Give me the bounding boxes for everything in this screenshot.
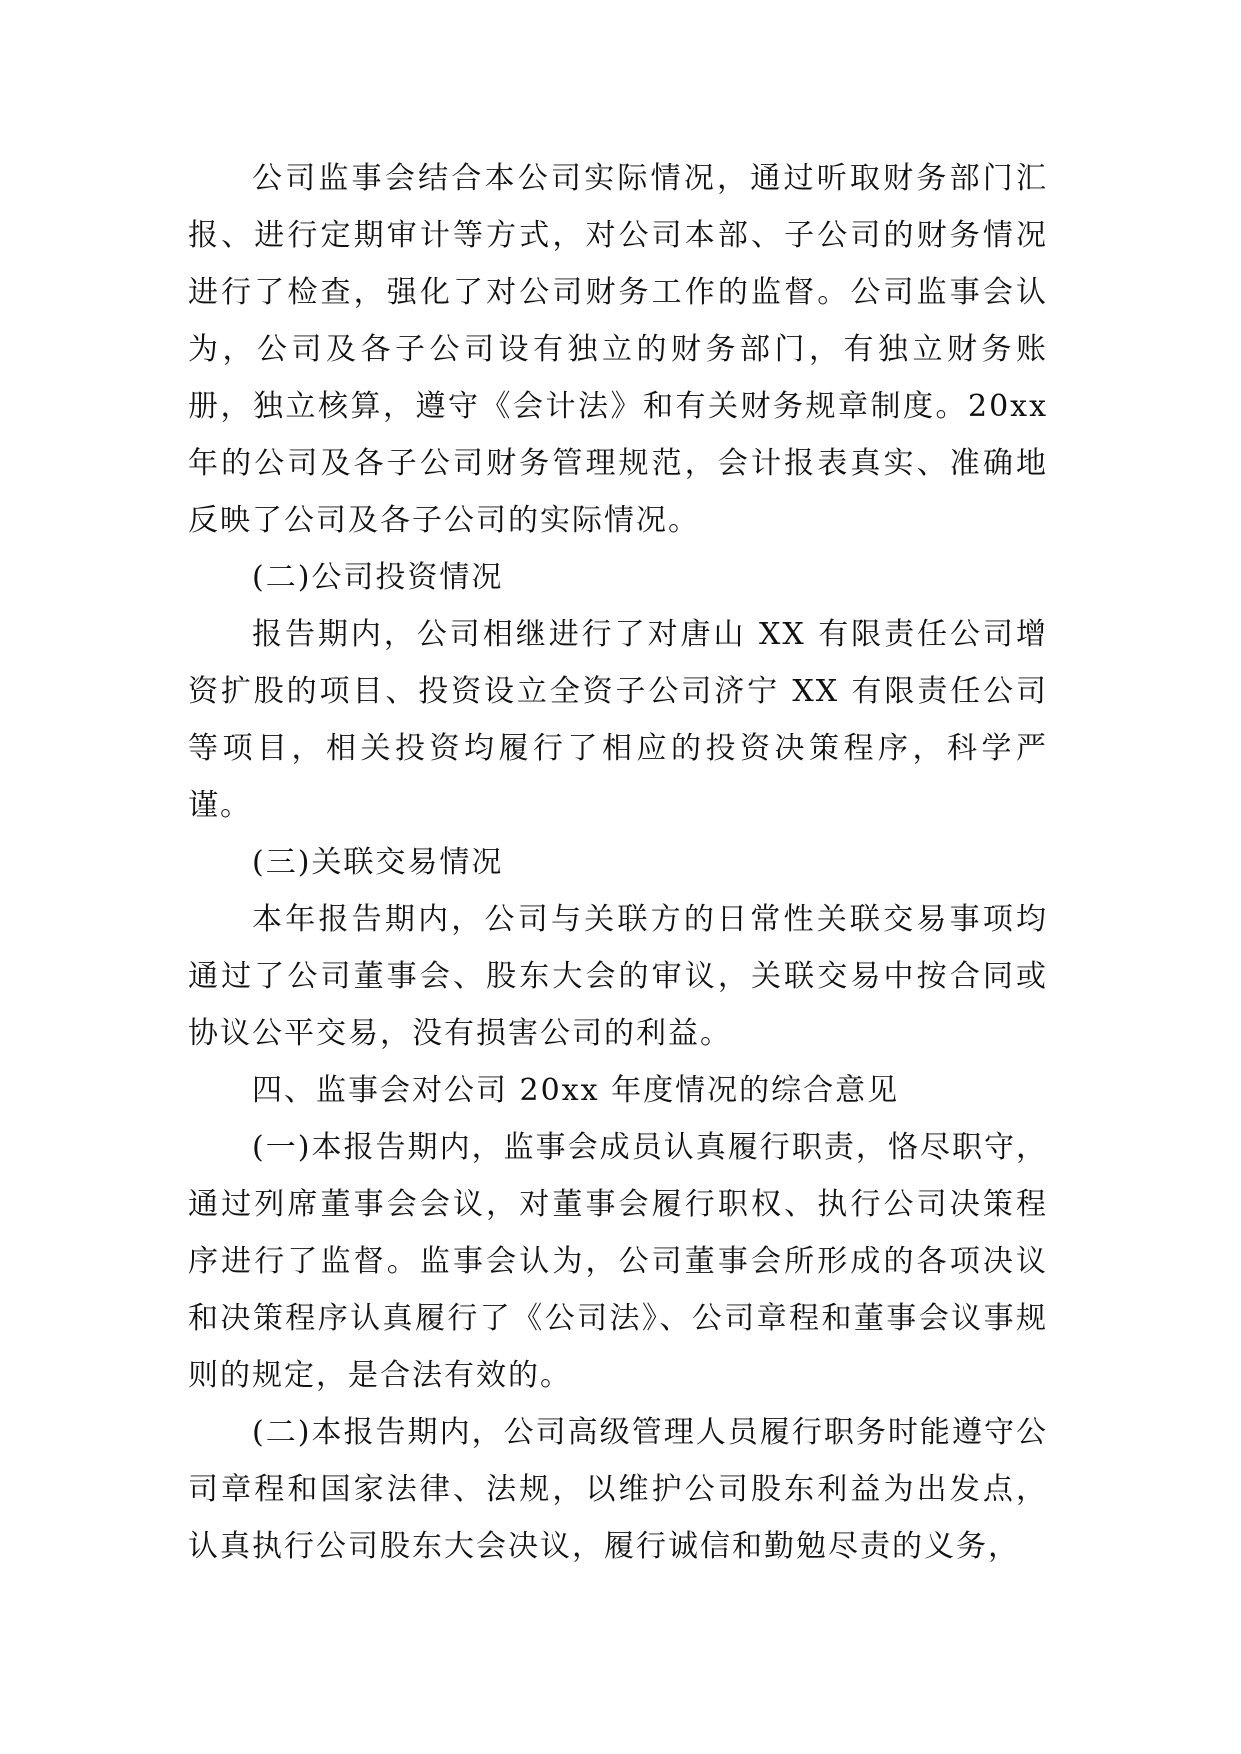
document-page <box>188 150 1048 1575</box>
paragraph-related-transactions: 本年报告期内，公司与关联方的日常性关联交易事项均通过了公司董事会、股东大会的审议，关联交易中按合同或协议公平交易，没有损害公司的利益。 <box>188 902 1048 1051</box>
heading-comprehensive-opinion: 四、监事会对公司 20xx 年度情况的综合意见 <box>252 1073 900 1108</box>
paragraph-opinion-one: (一)本报告期内，监事会成员认真履行职责，恪尽职守，通过列席董事会会议，对董事会履行职权、执行公司决策程序进行了监督。监事会认为，公司董事会所形成的各项决议和决策程序认真履行了《公司法》、公司章程和董事会议事规则的规定，是合法有效的。 <box>188 1130 1048 1393</box>
paragraph-opinion-two: (二)本报告期内，公司高级管理人员履行职务时能遵守公司章程和国家法律、法规，以维护公司股东利益为出发点，认真执行公司股东大会决议，履行诚信和勤勉尽责的义务， <box>188 1415 1048 1564</box>
paragraph-financial-inspection: 公司监事会结合本公司实际情况，通过听取财务部门汇报、进行定期审计等方式，对公司本部、子公司的财务情况进行了检查，强化了对公司财务工作的监督。公司监事会认为，公司及各子公司设有独立的财务部门，有独立财务账册，独立核算，遵守《会计法》和有关财务规章制度。20xx 年的公司及各子公司财务管理规范，会计报表真实、准确地反映了公司及各子公司的实际情况。 <box>188 161 1048 538</box>
paragraph-investment: 报告期内，公司相继进行了对唐山 XX 有限责任公司增资扩股的项目、投资设立全资子公司济宁 XX 有限责任公司等项目，相关投资均履行了相应的投资决策程序，科学严谨。 <box>188 617 1048 823</box>
heading-related-transactions: (三)关联交易情况 <box>252 845 504 880</box>
heading-investment: (二)公司投资情况 <box>252 560 504 595</box>
